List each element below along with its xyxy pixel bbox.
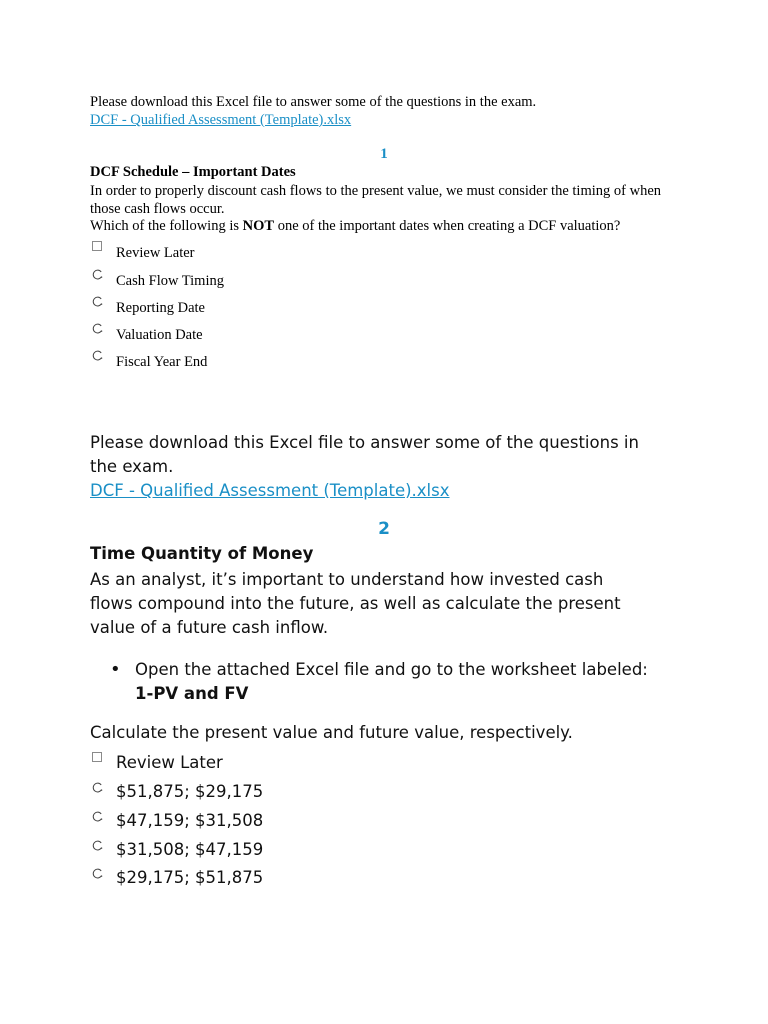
- question-prompt: Calculate the present value and future value, respectively.: [90, 723, 573, 742]
- prompt-emphasis: NOT: [242, 218, 275, 234]
- answer-option-label: Reporting Date: [116, 300, 205, 316]
- answer-option-label: $31,508; $47,159: [116, 840, 264, 859]
- excel-file-link[interactable]: DCF - Qualified Assessment (Template).xlsx: [90, 112, 352, 128]
- prompt-prefix: Which of the following is: [90, 218, 243, 234]
- radio-icon[interactable]: [92, 296, 103, 307]
- radio-icon[interactable]: [92, 868, 103, 879]
- question-title: Time Quantity of Money: [90, 544, 314, 563]
- question-number: 2: [378, 519, 390, 539]
- answer-option-label: $29,175; $51,875: [116, 868, 264, 887]
- answer-option-label: Cash Flow Timing: [116, 273, 224, 289]
- question-number: 1: [380, 146, 388, 162]
- radio-icon[interactable]: [92, 323, 103, 334]
- question-body: In order to properly discount cash flows to the present value, we must consider the timing of when those cash flows occur.: [90, 183, 662, 217]
- answer-option-label: Valuation Date: [116, 327, 203, 343]
- radio-icon[interactable]: [92, 350, 103, 361]
- bullet-emphasis: 1-PV and FV: [135, 684, 249, 703]
- checkbox-icon[interactable]: [92, 241, 102, 251]
- radio-icon[interactable]: [92, 269, 103, 280]
- answer-option-label: $47,159; $31,508: [116, 811, 264, 830]
- checkbox-icon[interactable]: [92, 752, 102, 762]
- radio-icon[interactable]: [92, 782, 103, 793]
- prompt-suffix: one of the important dates when creating a DCF valuation?: [274, 218, 621, 234]
- question-title: DCF Schedule – Important Dates: [90, 164, 296, 180]
- bullet-prefix: Open the attached Excel file and go to the worksheet labeled:: [135, 660, 648, 679]
- answer-option-label: Fiscal Year End: [116, 354, 208, 370]
- answer-option-label: $51,875; $29,175: [116, 782, 264, 801]
- question-body: As an analyst, it’s important to understand how invested cash flows compound into the future, as well as calculate the present value of a future cash inflow.: [90, 570, 621, 637]
- question-prompt: [90, 218, 620, 235]
- bullet-icon: •: [110, 659, 121, 680]
- excel-file-link[interactable]: DCF - Qualified Assessment (Template).xlsx: [90, 481, 450, 500]
- download-instruction: Please download this Excel file to answer some of the questions in the exam.: [90, 433, 639, 476]
- bullet-text: [135, 658, 670, 706]
- review-later-label: Review Later: [116, 245, 195, 261]
- radio-icon[interactable]: [92, 840, 103, 851]
- download-instruction: Please download this Excel file to answer some of the questions in the exam.: [90, 94, 537, 110]
- radio-icon[interactable]: [92, 811, 103, 822]
- review-later-label: Review Later: [116, 753, 223, 772]
